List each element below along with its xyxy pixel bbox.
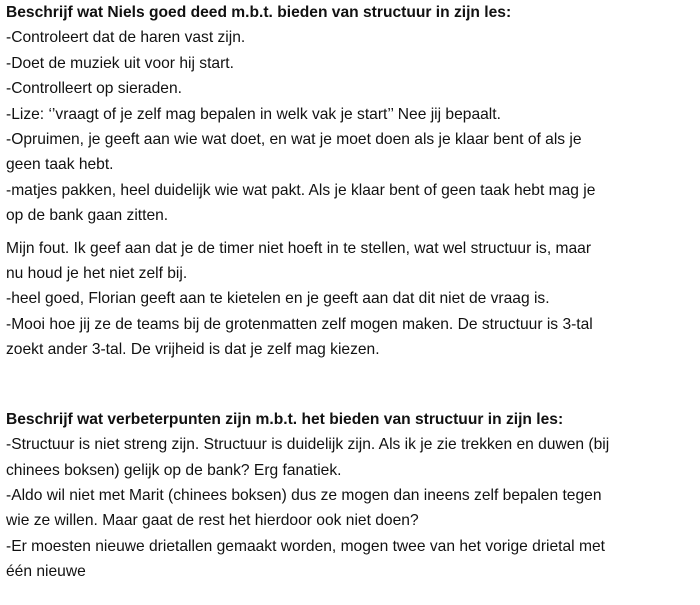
list-item: -Doet de muziek uit voor hij start.: [6, 54, 234, 72]
section-heading: Beschrijf wat Niels goed deed m.b.t. bieden van structuur in zijn les:: [6, 4, 512, 21]
list-item: zoekt ander 3-tal. De vrijheid is dat je zelf mag kiezen.: [6, 341, 380, 359]
document: [6, 0, 696, 585]
list-item: -Aldo wil niet met Marit (chinees boksen) dus ze mogen dan ineens zelf bepalen tegen: [6, 486, 602, 504]
list-item: -heel goed, Florian geeft aan te kietelen en je geeft aan dat dit niet de vraag is.: [6, 290, 550, 308]
list-item: wie ze willen. Maar gaat de rest het hierdoor ook niet doen?: [6, 512, 419, 530]
list-item: -Controleert dat de haren vast zijn.: [6, 29, 246, 47]
list-item: één nieuwe: [6, 563, 86, 581]
list-item: -Structuur is niet streng zijn. Structuur is duidelijk zijn. Als ik je zie trekken en duwen (bij: [6, 436, 610, 454]
section-heading: Beschrijf wat verbeterpunten zijn m.b.t. het bieden van structuur in zijn les:: [6, 410, 564, 428]
section-improvement-points: [6, 407, 696, 585]
list-item: -Opruimen, je geeft aan wie wat doet, en wat je moet doen als je klaar bent of als je: [6, 131, 582, 149]
list-item: -matjes pakken, heel duidelijk wie wat pakt. Als je klaar bent of geen taak hebt mag je: [6, 181, 596, 199]
section-good-points: [6, 0, 696, 363]
list-item: -Mooi hoe jij ze de teams bij de grotenmatten zelf mogen maken. De structuur is 3-tal: [6, 315, 593, 333]
paragraph-line: Mijn fout. Ik geef aan dat je de timer niet hoeft in te stellen, wat wel structuur is, maar: [6, 239, 592, 257]
paragraph-line: nu houd je het niet zelf bij.: [6, 265, 188, 283]
list-item: chinees boksen) gelijk op de bank? Erg fanatiek.: [6, 461, 342, 479]
list-item: -Er moesten nieuwe drietallen gemaakt worden, mogen twee van het vorige drietal met: [6, 537, 605, 555]
list-item: -Controlleert op sieraden.: [6, 80, 182, 98]
list-item: op de bank gaan zitten.: [6, 207, 169, 225]
list-item: geen taak hebt.: [6, 156, 114, 174]
list-item: -Lize: ‘’vraagt of je zelf mag bepalen in welk vak je start’’ Nee jij bepaalt.: [6, 105, 501, 123]
